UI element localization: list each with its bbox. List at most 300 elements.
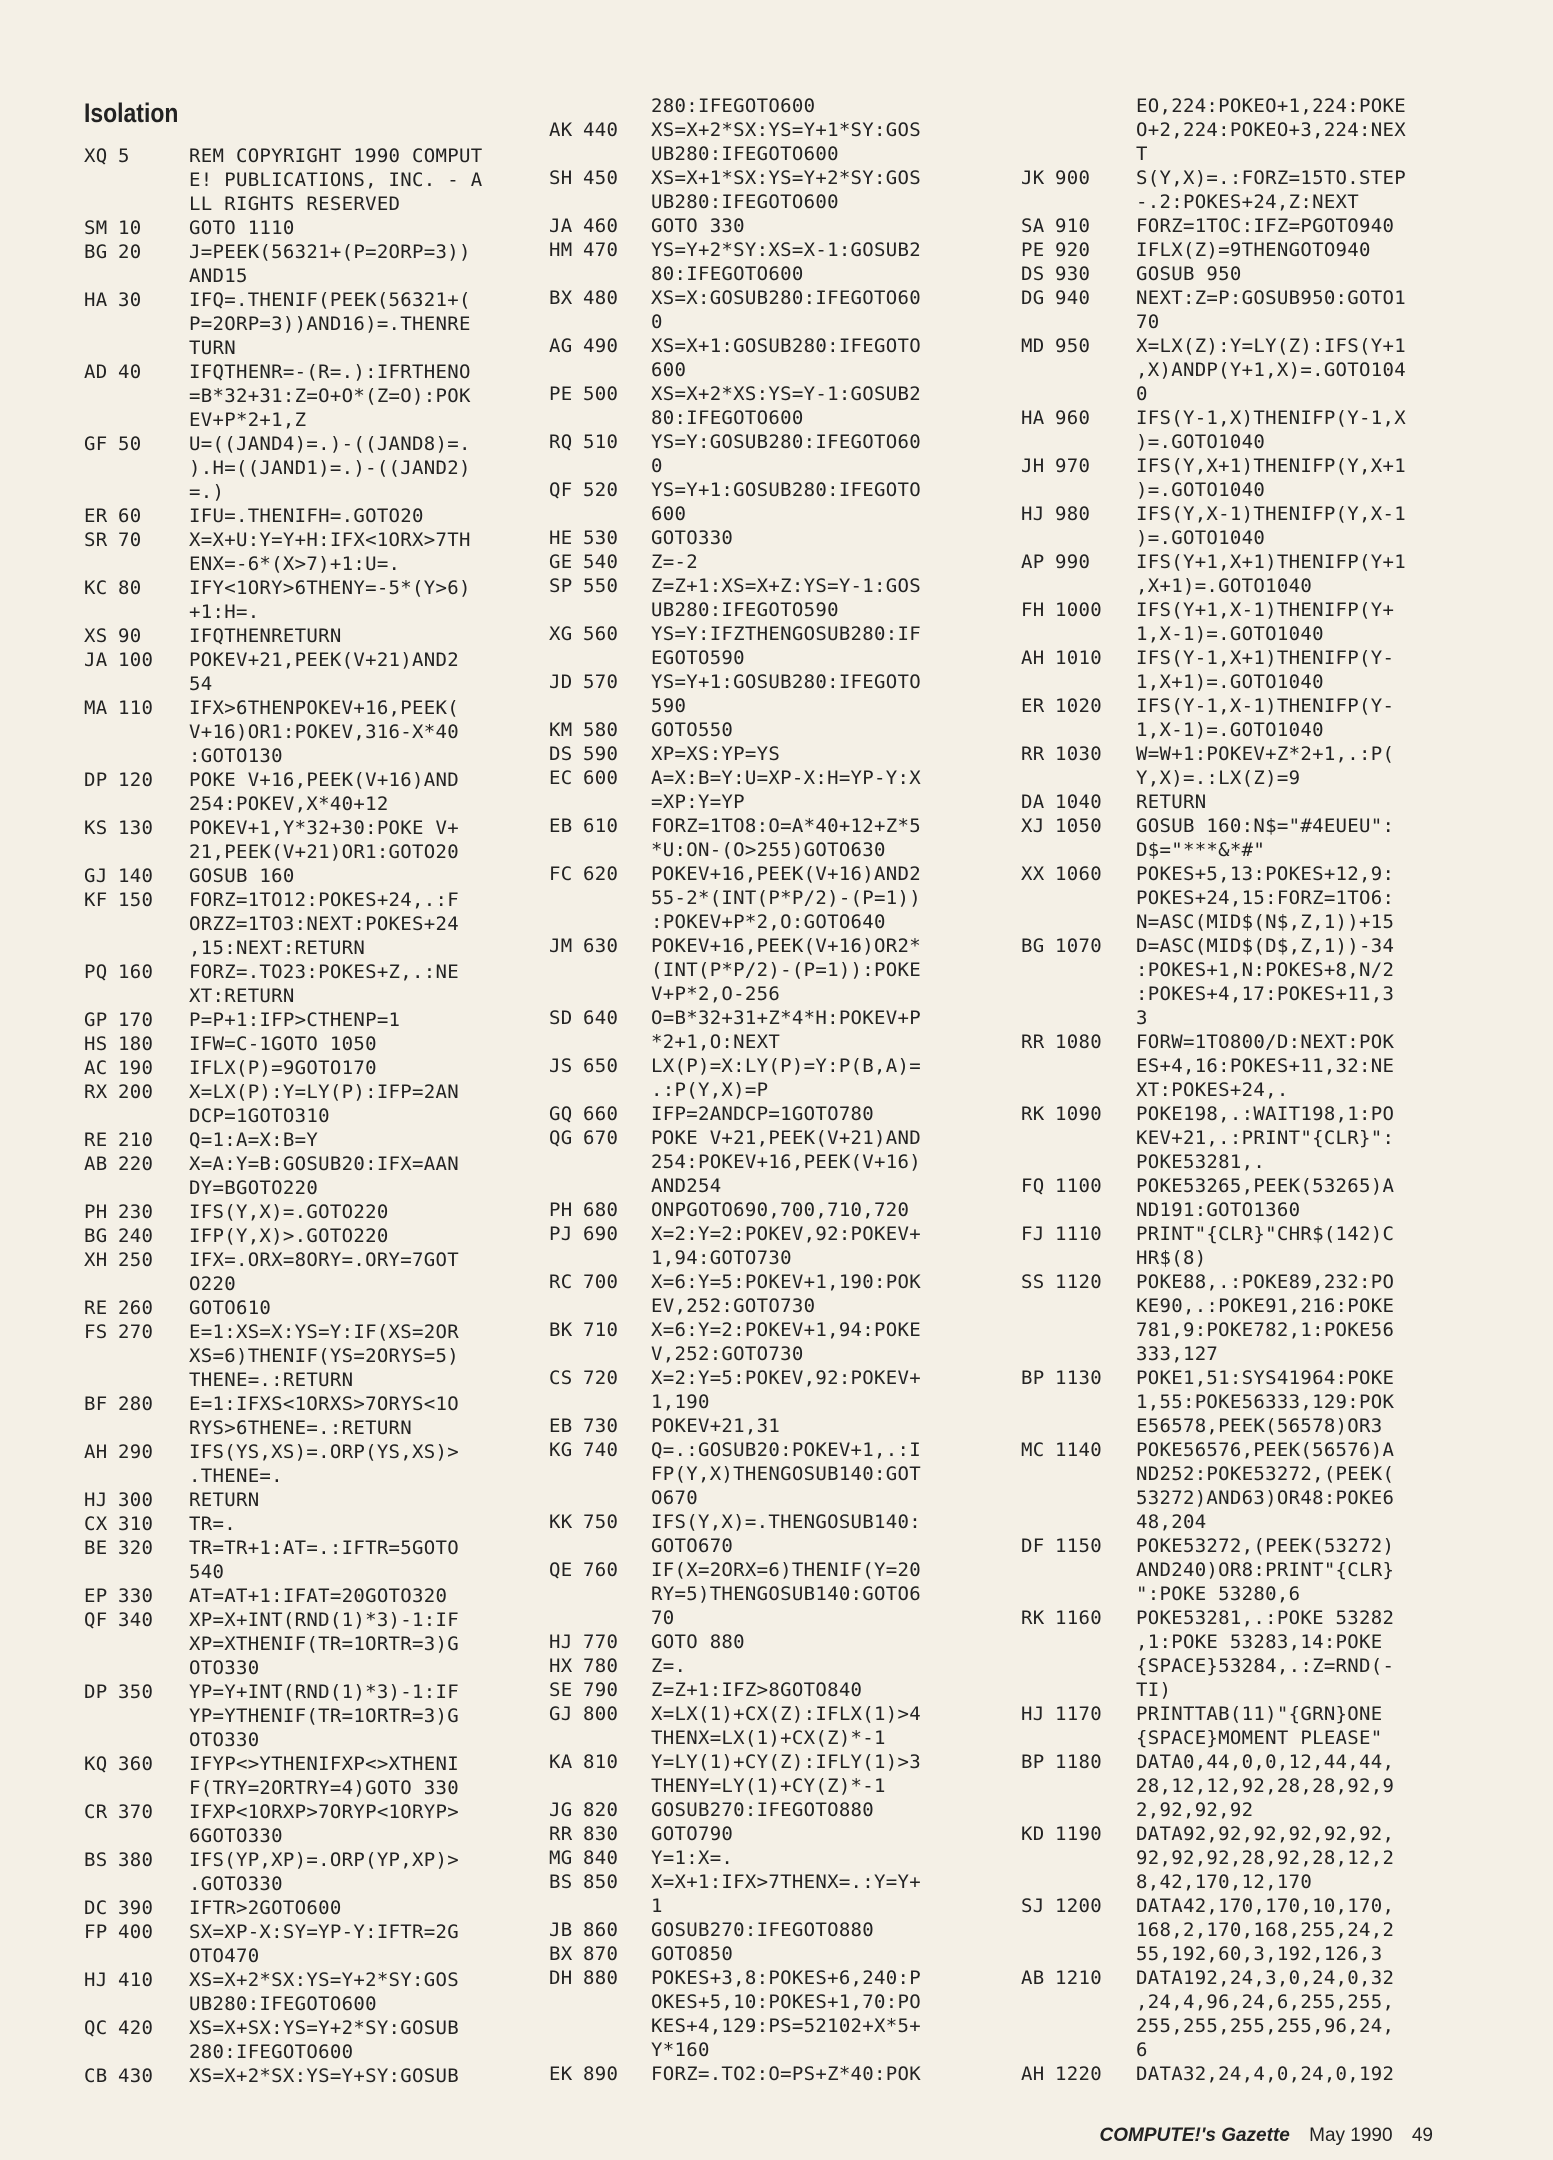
basic-code: GOTO550 <box>651 719 734 741</box>
checksum-code: BG <box>1021 935 1045 957</box>
basic-code: DATA32,24,4,0,24,0,192 <box>1136 2063 1395 2085</box>
checksum-code: KK <box>549 1511 573 1533</box>
basic-code: O670 <box>651 1487 698 1509</box>
basic-code: :POKEV+P*2,O:GOTO640 <box>651 911 886 933</box>
line-number: 940 <box>1055 287 1091 309</box>
basic-code: 280:IFEGOTO600 <box>189 2041 354 2063</box>
line-number: 210 <box>118 1129 154 1151</box>
line-number: 610 <box>583 815 619 837</box>
line-number: 480 <box>583 287 619 309</box>
line-number: 510 <box>583 431 619 453</box>
basic-code: GOSUB270:IFEGOTO880 <box>651 1919 875 1941</box>
line-number: 540 <box>583 551 619 573</box>
checksum-code: HJ <box>1021 503 1045 525</box>
basic-code: OTO330 <box>189 1657 260 1679</box>
basic-code: 70 <box>1136 311 1160 333</box>
line-number: 1210 <box>1055 1967 1102 1989</box>
basic-code: UB280:IFEGOTO590 <box>651 599 839 621</box>
checksum-code: CS <box>549 1367 573 1389</box>
checksum-code: KC <box>84 577 108 599</box>
line-number: 1120 <box>1055 1271 1102 1293</box>
basic-code: U=((JAND4)=.)-((JAND8)=. <box>189 433 471 455</box>
basic-code: 1 <box>651 1895 663 1917</box>
checksum-code: HJ <box>84 1489 108 1511</box>
checksum-code: SM <box>84 217 108 239</box>
basic-code: 80:IFEGOTO600 <box>651 263 804 285</box>
basic-code: LX(P)=X:LY(P)=Y:P(B,A)= <box>651 1055 921 1077</box>
basic-code: GOTO 880 <box>651 1631 745 1653</box>
line-number: 270 <box>118 1321 154 1343</box>
checksum-code: SP <box>549 575 573 597</box>
basic-code: XS=X+2*SX:YS=Y+2*SY:GOS <box>189 1969 459 1991</box>
checksum-code: FC <box>549 863 573 885</box>
line-number: 450 <box>583 167 619 189</box>
line-number: 370 <box>118 1801 154 1823</box>
checksum-code: GE <box>549 551 573 573</box>
basic-code: X=A:Y=B:GOSUB20:IFX=AAN <box>189 1153 459 1175</box>
checksum-code: RX <box>84 1081 108 1103</box>
basic-code: ":POKE 53280,6 <box>1136 1583 1301 1605</box>
checksum-code: AD <box>84 361 108 383</box>
basic-code: XS=X+1*SX:YS=Y+2*SY:GOS <box>651 167 921 189</box>
basic-code: ND252:POKE53272,(PEEK( <box>1136 1463 1395 1485</box>
line-number: 150 <box>118 889 154 911</box>
line-number: 690 <box>583 1223 619 1245</box>
basic-code: .GOTO330 <box>189 1873 283 1895</box>
checksum-code: SJ <box>1021 1895 1045 1917</box>
basic-code: THENY=LY(1)+CY(Z)*-1 <box>651 1775 886 1797</box>
line-number: 40 <box>118 361 142 383</box>
checksum-code: HE <box>549 527 573 549</box>
basic-code: GOSUB270:IFEGOTO880 <box>651 1799 875 1821</box>
line-number: 120 <box>118 769 154 791</box>
checksum-code: PE <box>549 383 573 405</box>
line-number: 730 <box>583 1415 619 1437</box>
basic-code: 1,94:GOTO730 <box>651 1247 792 1269</box>
checksum-code: JG <box>549 1799 573 1821</box>
basic-code: POKE53265,PEEK(53265)A <box>1136 1175 1395 1197</box>
basic-code: ,24,4,96,24,6,255,255, <box>1136 1991 1395 2013</box>
line-number: 1000 <box>1055 599 1102 621</box>
basic-code: POKE88,.:POKE89,232:PO <box>1136 1271 1395 1293</box>
checksum-code: AP <box>1021 551 1045 573</box>
basic-code: O=B*32+31+Z*4*H:POKEV+P <box>651 1007 921 1029</box>
basic-code: POKES+24,15:FORZ=1TO6: <box>1136 887 1395 909</box>
basic-code: 254:POKEV+16,PEEK(V+16) <box>651 1151 921 1173</box>
checksum-code: GP <box>84 1009 108 1031</box>
checksum-code: ER <box>84 505 108 527</box>
basic-code: D$="***&*#" <box>1136 839 1266 861</box>
checksum-code: RE <box>84 1129 108 1151</box>
basic-code: FORZ=1TOC:IFZ=PGOTO940 <box>1136 215 1395 237</box>
line-number: 910 <box>1055 215 1091 237</box>
basic-code: POKE V+21,PEEK(V+21)AND <box>651 1127 921 1149</box>
checksum-code: GQ <box>549 1103 573 1125</box>
line-number: 1020 <box>1055 695 1102 717</box>
basic-code: AND254 <box>651 1175 722 1197</box>
basic-code: X=LX(1)+CX(Z):IFLX(1)>4 <box>651 1703 921 1725</box>
basic-code: IFXP<1ORXP>7ORYP<1ORYP> <box>189 1801 459 1823</box>
basic-code: X=6:Y=5:POKEV+1,190:POK <box>651 1271 921 1293</box>
basic-code: P=2ORP=3))AND16)=.THENRE <box>189 313 471 335</box>
checksum-code: HA <box>1021 407 1045 429</box>
basic-code: TI) <box>1136 1679 1172 1701</box>
basic-code: .:P(Y,X)=P <box>651 1079 769 1101</box>
basic-code: *U:ON-(O>255)GOTO630 <box>651 839 886 861</box>
basic-code: POKE V+16,PEEK(V+16)AND <box>189 769 459 791</box>
checksum-code: CX <box>84 1513 108 1535</box>
line-number: 820 <box>583 1799 619 1821</box>
line-number: 760 <box>583 1559 619 1581</box>
checksum-code: FJ <box>1021 1223 1045 1245</box>
basic-code: Y=LY(1)+CY(Z):IFLY(1)>3 <box>651 1751 921 1773</box>
checksum-code: FQ <box>1021 1175 1045 1197</box>
basic-code: ,X+1)=.GOTO1040 <box>1136 575 1313 597</box>
basic-code: 600 <box>651 359 687 381</box>
checksum-code: PH <box>84 1201 108 1223</box>
line-number: 200 <box>118 1081 154 1103</box>
basic-code: OKES+5,10:POKES+1,70:PO <box>651 1991 921 2013</box>
checksum-code: EB <box>549 1415 573 1437</box>
basic-code: X=LX(Z):Y=LY(Z):IFS(Y+1 <box>1136 335 1406 357</box>
basic-code: X=2:Y=2:POKEV,92:POKEV+ <box>651 1223 921 1245</box>
checksum-code: JA <box>84 649 108 671</box>
checksum-code: XJ <box>1021 815 1045 837</box>
basic-code: AND15 <box>189 265 248 287</box>
basic-code: KES+4,129:PS=52102+X*5+ <box>651 2015 921 2037</box>
checksum-code: RR <box>1021 1031 1045 1053</box>
basic-code: 54 <box>189 673 213 695</box>
line-number: 390 <box>118 1897 154 1919</box>
checksum-code: HX <box>549 1655 573 1677</box>
basic-code: (INT(P*P/2)-(P=1)):POKE <box>651 959 921 981</box>
basic-code: 55-2*(INT(P*P/2)-(P=1)) <box>651 887 921 909</box>
line-number: 580 <box>583 719 619 741</box>
basic-code: FORZ=1TO12:POKES+24,.:F <box>189 889 459 911</box>
basic-code: IFS(Y,X)=.THENGOSUB140: <box>651 1511 921 1533</box>
checksum-code: BG <box>84 1225 108 1247</box>
basic-code: XS=6)THENIF(YS=2ORYS=5) <box>189 1345 459 1367</box>
basic-code: RY=5)THENGOSUB140:GOTO6 <box>651 1583 921 1605</box>
checksum-code: XH <box>84 1249 108 1271</box>
line-number: 430 <box>118 2065 154 2087</box>
line-number: 260 <box>118 1297 154 1319</box>
line-number: 530 <box>583 527 619 549</box>
basic-code: OTO470 <box>189 1945 260 1967</box>
basic-code: XS=X+2*XS:YS=Y-1:GOSUB2 <box>651 383 921 405</box>
basic-code: EO,224:POKEO+1,224:POKE <box>1136 95 1406 117</box>
checksum-code: DS <box>549 743 573 765</box>
line-number: 320 <box>118 1537 154 1559</box>
basic-code: GOTO 1110 <box>189 217 295 239</box>
basic-code: :POKES+4,17:POKES+11,3 <box>1136 983 1395 1005</box>
basic-code: POKES+3,8:POKES+6,240:P <box>651 1967 921 1989</box>
basic-code: ENX=-6*(X>7)+1:U=. <box>189 553 401 575</box>
basic-code: ES+4,16:POKES+11,32:NE <box>1136 1055 1395 1077</box>
basic-code: 0 <box>1136 383 1148 405</box>
line-number: 380 <box>118 1849 154 1871</box>
line-number: 520 <box>583 479 619 501</box>
basic-code: GOSUB 160 <box>189 865 295 887</box>
basic-code: YS=Y+1:GOSUB280:IFEGOTO <box>651 479 921 501</box>
basic-code: V,252:GOTO730 <box>651 1343 804 1365</box>
basic-code: AT=AT+1:IFAT=20GOTO320 <box>189 1585 448 1607</box>
basic-code: 53272)AND63)OR48:POKE6 <box>1136 1487 1395 1509</box>
basic-code: XS=X+2*SX:YS=Y+SY:GOSUB <box>189 2065 459 2087</box>
basic-code: :GOTO130 <box>189 745 283 767</box>
basic-code: Y=1:X=. <box>651 1847 734 1869</box>
checksum-code: GJ <box>84 865 108 887</box>
checksum-code: HM <box>549 239 573 261</box>
line-number: 1040 <box>1055 791 1102 813</box>
basic-code: EV+P*2+1,Z <box>189 409 307 431</box>
line-number: 710 <box>583 1319 619 1341</box>
line-number: 970 <box>1055 455 1091 477</box>
basic-code: )=.GOTO1040 <box>1136 527 1266 549</box>
basic-code: YS=Y:IFZTHENGOSUB280:IF <box>651 623 921 645</box>
basic-code: 8,42,170,12,170 <box>1136 1871 1313 1893</box>
line-number: 50 <box>118 433 142 455</box>
basic-code: IFW=C-1GOTO 1050 <box>189 1033 377 1055</box>
basic-code: IFTR>2GOTO600 <box>189 1897 342 1919</box>
line-number: 30 <box>118 289 142 311</box>
basic-code: 70 <box>651 1607 675 1629</box>
checksum-code: AB <box>1021 1967 1045 1989</box>
basic-code: TR=. <box>189 1513 236 1535</box>
basic-code: ,X)ANDP(Y+1,X)=.GOTO104 <box>1136 359 1406 381</box>
basic-code: POKEV+21,PEEK(V+21)AND2 <box>189 649 459 671</box>
line-number: 600 <box>583 767 619 789</box>
basic-code: EV,252:GOTO730 <box>651 1295 816 1317</box>
basic-code: POKEV+21,31 <box>651 1415 781 1437</box>
basic-code: 255,255,255,255,96,24, <box>1136 2015 1395 2037</box>
checksum-code: SR <box>84 529 108 551</box>
basic-code: A=X:B=Y:U=XP-X:H=YP-Y:X <box>651 767 921 789</box>
basic-code: EGOTO590 <box>651 647 745 669</box>
checksum-code: DP <box>84 769 108 791</box>
basic-code: 1,55:POKE56333,129:POK <box>1136 1391 1395 1413</box>
checksum-code: DP <box>84 1681 108 1703</box>
basic-code: XT:POKES+24,. <box>1136 1079 1289 1101</box>
basic-code: 280:IFEGOTO600 <box>651 95 816 117</box>
line-number: 840 <box>583 1847 619 1869</box>
basic-code: GOTO610 <box>189 1297 272 1319</box>
basic-code: IFS(Y,X-1)THENIFP(Y,X-1 <box>1136 503 1406 525</box>
line-number: 90 <box>118 625 142 647</box>
line-number: 990 <box>1055 551 1091 573</box>
basic-code: T <box>1136 143 1148 165</box>
line-number: 630 <box>583 935 619 957</box>
basic-code: YP=YTHENIF(TR=1ORTR=3)G <box>189 1705 459 1727</box>
basic-code: 48,204 <box>1136 1511 1207 1533</box>
checksum-code: AK <box>549 119 573 141</box>
page-number: 49 <box>1411 2125 1433 2146</box>
checksum-code: BP <box>1021 1367 1045 1389</box>
basic-code: V+16)OR1:POKEV,316-X*40 <box>189 721 459 743</box>
basic-code: DATA92,92,92,92,92,92, <box>1136 1823 1395 1845</box>
basic-code: IFS(Y-1,X-1)THENIFP(Y- <box>1136 695 1395 717</box>
basic-code: 3 <box>1136 1007 1148 1029</box>
basic-code: =.) <box>189 481 225 503</box>
checksum-code: EP <box>84 1585 108 1607</box>
checksum-code: KA <box>549 1751 573 1773</box>
line-number: 230 <box>118 1201 154 1223</box>
basic-code: *2+1,O:NEXT <box>651 1031 781 1053</box>
line-number: 770 <box>583 1631 619 1653</box>
line-number: 410 <box>118 1969 154 1991</box>
checksum-code: AH <box>1021 2063 1045 2085</box>
basic-code: DY=BGOTO220 <box>189 1177 319 1199</box>
line-number: 1200 <box>1055 1895 1102 1917</box>
basic-code: 6GOTO330 <box>189 1825 283 1847</box>
checksum-code: QE <box>549 1559 573 1581</box>
checksum-code: BS <box>84 1849 108 1871</box>
basic-code: RETURN <box>189 1489 260 1511</box>
basic-code: ,15:NEXT:RETURN <box>189 937 366 959</box>
line-number: 1190 <box>1055 1823 1102 1845</box>
basic-code: IF(X=2ORX=6)THENIF(Y=20 <box>651 1559 921 1581</box>
checksum-code: AG <box>549 335 573 357</box>
checksum-code: RC <box>549 1271 573 1293</box>
checksum-code: JS <box>549 1055 573 1077</box>
line-number: 680 <box>583 1199 619 1221</box>
line-number: 900 <box>1055 167 1091 189</box>
line-number: 1100 <box>1055 1175 1102 1197</box>
basic-code: PRINTTAB(11)"{GRN}ONE <box>1136 1703 1383 1725</box>
basic-code: POKEV+1,Y*32+30:POKE V+ <box>189 817 459 839</box>
line-number: 1220 <box>1055 2063 1102 2085</box>
checksum-code: XG <box>549 623 573 645</box>
basic-code: TURN <box>189 337 236 359</box>
basic-code: IFS(YP,XP)=.ORP(YP,XP)> <box>189 1849 459 1871</box>
line-number: 570 <box>583 671 619 693</box>
checksum-code: AC <box>84 1057 108 1079</box>
basic-code: Z=. <box>651 1655 687 1677</box>
basic-code: IFQ=.THENIF(PEEK(56321+( <box>189 289 471 311</box>
basic-code: POKE56576,PEEK(56576)A <box>1136 1439 1395 1461</box>
basic-code: GOTO850 <box>651 1943 734 1965</box>
basic-code: IFX>6THENPOKEV+16,PEEK( <box>189 697 459 719</box>
line-number: 790 <box>583 1679 619 1701</box>
basic-code: PRINT"{CLR}"CHR$(142)C <box>1136 1223 1395 1245</box>
line-number: 10 <box>118 217 142 239</box>
line-number: 190 <box>118 1057 154 1079</box>
checksum-code: JB <box>549 1919 573 1941</box>
basic-code: POKE198,.:WAIT198,1:PO <box>1136 1103 1395 1125</box>
basic-code: Z=Z+1:IFZ>8GOTO840 <box>651 1679 863 1701</box>
checksum-code: JH <box>1021 455 1045 477</box>
line-number: 870 <box>583 1943 619 1965</box>
basic-code: XS=X+SX:YS=Y+2*SY:GOSUB <box>189 2017 459 2039</box>
line-number: 240 <box>118 1225 154 1247</box>
basic-code: UB280:IFEGOTO600 <box>651 191 839 213</box>
line-number: 440 <box>583 119 619 141</box>
basic-code: SX=XP-X:SY=YP-Y:IFTR=2G <box>189 1921 459 1943</box>
basic-code: ,1:POKE 53283,14:POKE <box>1136 1631 1383 1653</box>
basic-code: X=LX(P):Y=LY(P):IFP=2AN <box>189 1081 459 1103</box>
line-number: 100 <box>118 649 154 671</box>
basic-code: ORZZ=1TO3:NEXT:POKES+24 <box>189 913 459 935</box>
line-number: 650 <box>583 1055 619 1077</box>
basic-code: OTO330 <box>189 1729 260 1751</box>
basic-code: )=.GOTO1040 <box>1136 431 1266 453</box>
checksum-code: JA <box>549 215 573 237</box>
line-number: 860 <box>583 1919 619 1941</box>
basic-code: 1,X-1)=.GOTO1040 <box>1136 719 1324 741</box>
basic-code: 55,192,60,3,192,126,3 <box>1136 1943 1383 1965</box>
checksum-code: BX <box>549 287 573 309</box>
basic-code: IFP=2ANDCP=1GOTO780 <box>651 1103 875 1125</box>
line-number: 930 <box>1055 263 1091 285</box>
checksum-code: BK <box>549 1319 573 1341</box>
checksum-code: FS <box>84 1321 108 1343</box>
basic-code: Y*160 <box>651 2039 710 2061</box>
line-number: 310 <box>118 1513 154 1535</box>
line-number: 1070 <box>1055 935 1102 957</box>
basic-code: IFS(Y+1,X-1)THENIFP(Y+ <box>1136 599 1395 621</box>
basic-code: O+2,224:POKEO+3,224:NEX <box>1136 119 1406 141</box>
basic-code: 0 <box>651 311 663 333</box>
checksum-code: KG <box>549 1439 573 1461</box>
basic-code: HR$(8) <box>1136 1247 1207 1269</box>
line-number: 1180 <box>1055 1751 1102 1773</box>
checksum-code: DA <box>1021 791 1045 813</box>
basic-code: IFS(Y-1,X+1)THENIFP(Y- <box>1136 647 1395 669</box>
line-number: 1030 <box>1055 743 1102 765</box>
line-number: 920 <box>1055 239 1091 261</box>
basic-code: AND240)OR8:PRINT"{CLR} <box>1136 1559 1395 1581</box>
basic-code: IFU=.THENIFH=.GOTO20 <box>189 505 424 527</box>
checksum-code: QF <box>84 1609 108 1631</box>
checksum-code: KD <box>1021 1823 1045 1845</box>
checksum-code: JM <box>549 935 573 957</box>
line-number: 130 <box>118 817 154 839</box>
line-number: 250 <box>118 1249 154 1271</box>
line-number: 490 <box>583 335 619 357</box>
checksum-code: DH <box>549 1967 573 1989</box>
basic-code: F(TRY=2ORTRY=4)GOTO 330 <box>189 1777 459 1799</box>
line-number: 1140 <box>1055 1439 1102 1461</box>
checksum-code: FH <box>1021 599 1045 621</box>
checksum-code: HS <box>84 1033 108 1055</box>
checksum-code: RR <box>1021 743 1045 765</box>
line-number: 560 <box>583 623 619 645</box>
checksum-code: XQ <box>84 145 108 167</box>
line-number: 80 <box>118 577 142 599</box>
checksum-code: DG <box>1021 287 1045 309</box>
basic-code: XP=X+INT(RND(1)*3)-1:IF <box>189 1609 459 1631</box>
line-number: 670 <box>583 1127 619 1149</box>
basic-code: IFY<1ORY>6THENY=-5*(Y>6) <box>189 577 471 599</box>
line-number: 620 <box>583 863 619 885</box>
basic-code: V+P*2,O-256 <box>651 983 781 1005</box>
checksum-code: KM <box>549 719 573 741</box>
checksum-code: DF <box>1021 1535 1045 1557</box>
basic-code: FP(Y,X)THENGOSUB140:GOT <box>651 1463 921 1485</box>
checksum-code: QF <box>549 479 573 501</box>
line-number: 460 <box>583 215 619 237</box>
basic-code: 80:IFEGOTO600 <box>651 407 804 429</box>
basic-code: GOTO330 <box>651 527 734 549</box>
checksum-code: SE <box>549 1679 573 1701</box>
basic-code: IFP(Y,X)>.GOTO220 <box>189 1225 389 1247</box>
basic-code: YS=Y+2*SY:XS=X-1:GOSUB2 <box>651 239 921 261</box>
checksum-code: PE <box>1021 239 1045 261</box>
basic-code: 0 <box>651 455 663 477</box>
basic-code: DCP=1GOTO310 <box>189 1105 330 1127</box>
checksum-code: SD <box>549 1007 573 1029</box>
line-number: 420 <box>118 2017 154 2039</box>
